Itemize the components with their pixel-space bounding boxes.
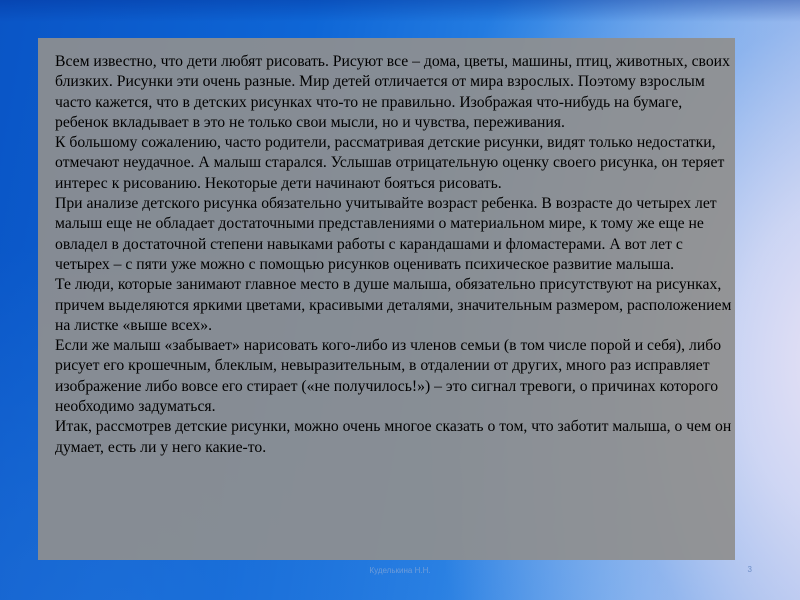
paragraph-parents: К большому сожалению, часто родители, рассматривая детские рисунки, видят только недостатки, отмечают неудачное. А малыш старался. Услышав отрицательную оценку своего рисунка, он теряет интерес к рисованию. Некоторые дети начинают бояться рисовать.: [55, 134, 725, 192]
paragraph-intro: Всем известно, что дети любят рисовать. Рисуют все – дома, цветы, машины, птиц, животных, своих близких. Рисунки эти очень разные. Мир детей отличается от мира взрослых. Поэтому взрослым часто кажется, что в детских рисунках что-то не правильно. Изображая что-нибудь на бумаге, ребенок вкладывает в это не только свои мысли, но и чувства, переживания.: [55, 53, 730, 131]
footer-author: Куделькина Н.Н.: [369, 566, 431, 575]
slide-top-band: [0, 0, 800, 22]
page-number: 3: [747, 565, 752, 574]
paragraph-important-people: Те люди, которые занимают главное место в душе малыша, обязательно присутствуют на рисунках, причем выделяются яркими цветами, красивыми деталями, значительным размером, расположением на листке «выше всех».: [55, 276, 732, 334]
paragraph-conclusion: Итак, рассмотрев детские рисунки, можно очень многое сказать о том, что заботит малыша, о чем он думает, есть ли у него какие-то.: [55, 418, 732, 456]
paragraph-age: При анализе детского рисунка обязательно учитывайте возраст ребенка. В возрасте до четырех лет малыш еще не обладает достаточными представлениями о материальном мире, к тому же еще не овладел в достаточной степени навыками работы с карандашами и фломастерами. А вот лет с четырех – с пяти уже можно с помощью рисунков оценивать психическое развитие малыша.: [55, 195, 717, 273]
slide-body-text: [55, 52, 735, 458]
paragraph-warning-signs: Если же малыш «забывает» нарисовать кого-либо из членов семьи (в том числе порой и себя), либо рисует его крошечным, блеклым, невыразительным, в отдалении от других, много раз исправляет изображение либо вовсе его стирает («не получилось!») – это сигнал тревоги, о причинах которого необходимо задуматься.: [55, 337, 722, 416]
